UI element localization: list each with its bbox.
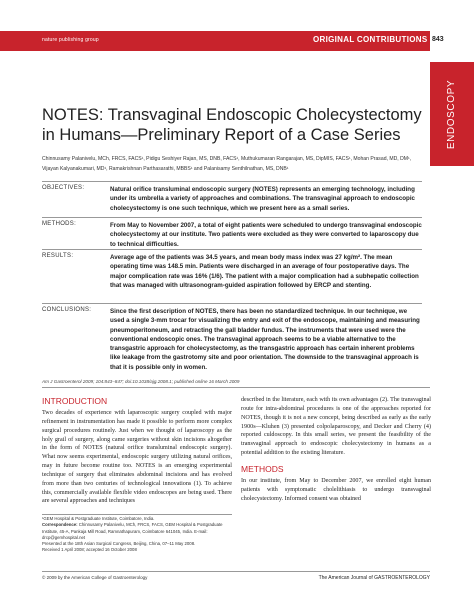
- side-tab-label: ENDOSCOPY: [446, 79, 458, 149]
- received-dates: Received 1 April 2008; accepted 16 October 2008: [42, 547, 137, 553]
- footer-divider: [42, 571, 430, 572]
- abstract-divider: [42, 217, 422, 218]
- correspondence-text: Chinnusamy Palanivelu, MCh, FRCS, FACS, GEM Hospital & Postgraduate Institute, 45-A, Pankaja Mill Road, Ramnathapuram, Coimbatore 641045, India. E-mail: drcp@gemhospital.net: [42, 522, 223, 540]
- correspondence-block: [42, 516, 232, 554]
- correspondence-divider: [42, 514, 232, 515]
- presented-note: Presented at the 18th Asian Surgical Congress, Beijing, China, 07–11 May 2008.: [42, 541, 196, 547]
- citation-line: Am J Gastroenterol 2009; 104:843–847; doi:10.1038/ajg.2008.1; published online 16 March 2009: [42, 379, 240, 384]
- citation-divider: [42, 387, 430, 388]
- author-list: Chinnusamy Palanivelu, MCh, FRCS, FACS¹, Pidigu Seshiyer Rajan, MS, DNB, FACS¹, Muthukumaran Rangarajan, MS, DipMIS, FACS¹, Mohan Prasad, MD, DM¹, Vijayan Kalyanakumari, MD¹, Ramakrishnan Parthasarathi, MBBS¹ and Palanisamy Senthilnathan, MS, DNB¹: [42, 156, 412, 172]
- section-label: ORIGINAL CONTRIBUTIONS: [313, 35, 428, 44]
- abstract-label: CONCLUSIONS:: [42, 307, 92, 313]
- copyright: © 2009 by the American College of Gastroenterology: [42, 575, 148, 580]
- right-column: [241, 396, 431, 503]
- right-paragraph: described in the literature, each with its own advantages (2). The transvaginal route for intra-abdominal procedures is one of the approaches reported for NOTES, though it is not a new concept, being described as early as the early 1900s—Kluhen (3) presented colpolaparoscopy, and Decker and Cherry (4) reported culdoscopy. In this small series, we present the feasibility of the transvaginal approach to endoscopic cholecystectomy in humans as a potential addition to the existing literature.: [241, 397, 431, 457]
- correspondence-label: Correspondence:: [42, 522, 78, 528]
- abstract-label: RESULTS:: [42, 253, 74, 259]
- introduction-paragraph: Two decades of experience with laparoscopic surgery coupled with major refinement in instrumentation has made it possible to perform more complex surgical procedures routinely. Just when we thought of laparoscopy as the holy grail of surgery, along came surgeries without skin incisions altogether in the form of NOTES (natural orifice transluminal endoscopic surgery). What now seems experimental, endoscopic surgery utilizing natural orifices, may in future become routine too. NOTES is an emerging experimental technique of surgery that eliminates abdominal incisions and has evolved from more than two centuries of technological innovations (1). To achieve this, commercially available flexible video endoscopes are being used. There are several approaches and techniques: [42, 410, 232, 505]
- publisher-label: nature publishing group: [42, 37, 99, 43]
- left-column: [42, 396, 232, 506]
- abstract-text: Natural orifice transluminal endoscopic surgery (NOTES) represents an emerging technology, including under its umbrella a variety of approaches and combinations. The transvaginal approach to endoscopic cholecystectomy is one such technique, which we present here as a small series.: [110, 186, 415, 212]
- introduction-heading: INTRODUCTION: [42, 396, 108, 406]
- journal-name: The American Journal of GASTROENTEROLOGY: [318, 575, 430, 581]
- methods-paragraph: In our institute, from May to December 2007, we enrolled eight human patients with symptomatic cholelithiasis to undergo transvaginal cholecystectomy. Informed consent was obtained: [241, 477, 431, 502]
- abstract-divider: [42, 181, 422, 182]
- methods-heading: METHODS: [241, 463, 284, 474]
- correspondence-line: [42, 522, 232, 541]
- abstract-text: Since the first description of NOTES, there has been no standardized technique. In our technique, we used a single 3-mm trocar for visualizing the entry and exit of the endoscope, maintaining and measuring pneumoperitoneum, and retracting the gall bladder fundus. The instruments that were used were the conventional endoscopic ones. The transvaginal approach seems to be a viable alternative to the transgastric approach for cholecystectomy, as the transgastric approach has certain inherent problems like leakage from the gastrotomy site and poor orientation. The downside to the transvaginal approach is that it is possible only in women.: [110, 308, 420, 371]
- article-title: NOTES: Transvaginal Endoscopic Cholecystectomy in Humans—Preliminary Report of a Case Series: [42, 106, 422, 144]
- abstract-label: OBJECTIVES:: [42, 185, 85, 191]
- abstract-label: METHODS:: [42, 221, 77, 227]
- abstract-text: From May to November 2007, a total of eight patients were scheduled to undergo transvaginal endoscopic cholecystectomy at our institute. Two patients were excluded as they were converted to laparoscopy due to technical difficulties.: [110, 222, 422, 248]
- abstract-text: Average age of the patients was 34.5 years, and mean body mass index was 27 kg/m². The mean operating time was 148.5 min. Patients were discharged in an average of four postoperative days. The major complication rate was 16% (1/6). The patient with a major complication had a subhepatic collection that was managed with ultrasonogram-guided aspiration followed by ERCP and stenting.: [110, 254, 419, 289]
- abstract-divider: [42, 249, 422, 250]
- side-tab-label-wrap: [430, 62, 474, 166]
- page-number: 843: [432, 36, 444, 43]
- abstract-divider: [42, 303, 422, 304]
- affiliation: ¹GEM Hospital & Postgraduate Institute, Coimbatore, India.: [42, 516, 155, 521]
